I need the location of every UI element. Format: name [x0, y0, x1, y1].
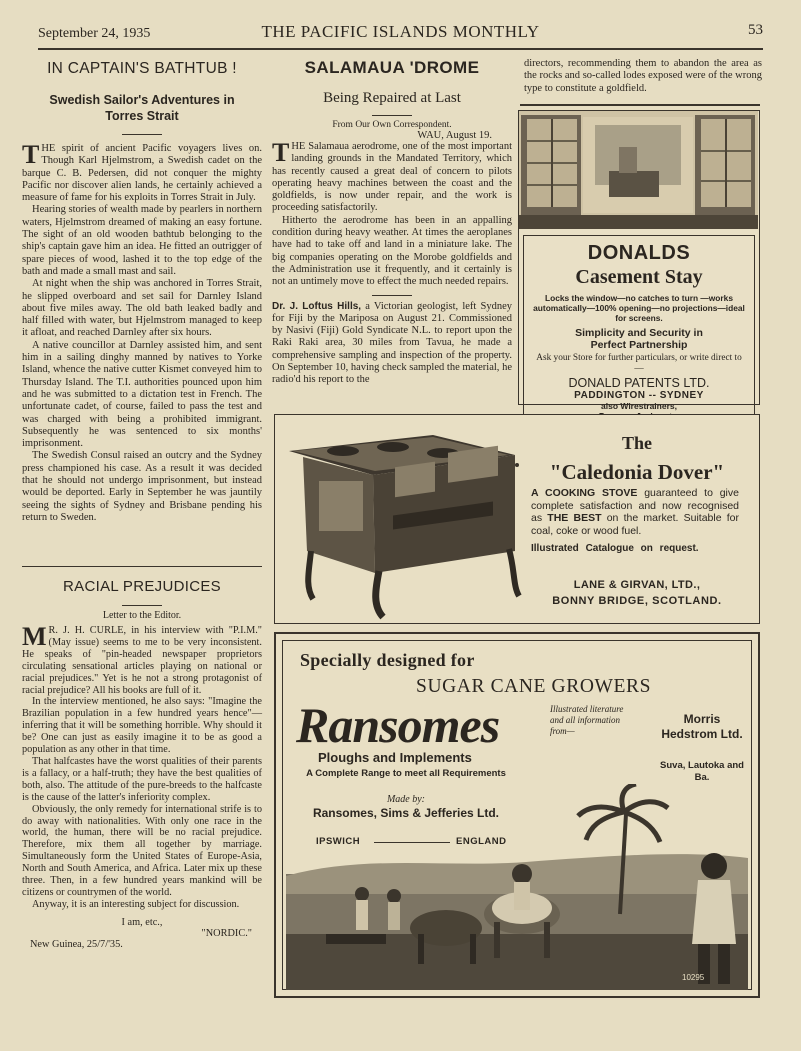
highlight: THE BEST	[547, 512, 602, 524]
signature: "NORDIC."	[201, 927, 252, 939]
divider	[122, 605, 162, 606]
product-line: Ploughs and Implements	[318, 750, 472, 765]
paragraph: At night when the ship was anchored in Torres Strait, he slipped overboard and set sail for Darnley Island about five miles away. The old bath leaked badly and half filled with water, but Hjelmstrom managed to keep it afloat, and reached Darnley after six hours.	[22, 278, 262, 339]
article-body	[272, 138, 512, 289]
paragraph: Hitherto the aerodrome has been in an appalling condition during heavy weather. At times the aeroplanes have had to take off and land in a miniature lake. The big companies operating on the Morobe goldfields and the Administration use it frequently, and it certainly is not an untimely move to effect the much needed repairs.	[272, 214, 512, 288]
slogan-line: Perfect Partnership	[590, 339, 688, 351]
issue-date: September 24, 1935	[38, 26, 151, 41]
publication-title: THE PACIFIC ISLANDS MONTHLY	[261, 22, 540, 41]
product-prefix: The	[621, 433, 652, 453]
paragraph: That halfcastes have the worst qualities of their parents is a fallacy, or a half-truth; they have the best qualities of both, also. The attitude of the pure-breeds to the halfcaste is the cause of the latter's inferiority complex.	[22, 755, 262, 803]
product-text: guaranteed to give complete satisfaction and now recognised as	[531, 487, 739, 524]
paragraph: A native councillor at Darnley assisted him, and sent him in a sailing dinghy manned by natives to Yorke Island, whence the native cutter Kismet conveyed him to Thursday Island. The T.I. authorities pounced upon him and he was submitted to a dictation test in French. The unfortunate cadet, of course, failed to pass the test and was charged with being a prohibited immigrant. Subsequently he was sentenced to six months' imprisonment.	[22, 339, 262, 450]
person-name: Dr. J. Loftus Hills,	[272, 300, 362, 312]
maker-country: ENGLAND	[456, 836, 507, 847]
range-line: A Complete Range to meet all Requirements	[306, 768, 506, 779]
letter-label: Letter to the Editor.	[102, 610, 182, 621]
made-by-label: Made by:	[386, 794, 426, 805]
product-name: "Caledonia Dover"	[549, 460, 725, 484]
paragraph: The Swedish Consul raised an outcry and the Sydney press championed his case. As a result it was decided that he should not undergo imprisonment, but instead would be deported. Early in September he was jauntily seeing the sights of Sydney and Brisbane pending his return to Sweden.	[22, 450, 262, 523]
literature-note: Illustrated literature and all information from—	[550, 704, 624, 736]
divider	[520, 104, 760, 106]
stove-illustration	[283, 421, 523, 621]
drop-cap: M	[22, 622, 47, 651]
column-divider	[22, 566, 262, 567]
paragraph: R. J. H. CURLE, in his interview with "P.I.M." (May issue) seems to me to be very inconsistent. He speaks of "pin-headed newspaper proprietors circulating sensational articles playing on national or racial prejudices." Yet is he not a strong protagonist of racial prejudice? All his books are full of it.	[22, 625, 262, 696]
byline: From Our Own Correspondent.	[332, 120, 452, 130]
paragraph: In the interview mentioned, he also says: "Imagine the Brazilian population in a few hundred years hence"—inferring that it will be something horrible. Why should it be? One can just as easily imagine it to be as good a population as any other in that time.	[22, 696, 262, 756]
product-description	[531, 487, 739, 537]
donalds-advert	[518, 110, 760, 411]
divider	[372, 295, 412, 296]
product-description: Locks the window—no catches to turn —works automatically—100% opening—no projections—ideal for screens.	[533, 293, 745, 323]
also-products: also Wirestrainers,	[601, 401, 677, 411]
agent-places: Suva, Lautoka and Ba.	[660, 760, 744, 783]
subheadline: Swedish Sailor's Adventures in Torres Strait	[49, 93, 235, 123]
dateline: WAU, August 19.	[417, 130, 492, 141]
maker-address: BONNY BRIDGE, SCOTLAND.	[552, 595, 722, 607]
paragraph: HE spirit of ancient Pacific voyagers lives on. Though Karl Hjelmstrom, a Swedish cadet on the barque C. B. Pedersen, did not conquer the mighty Pacific nor discover alien lands, he certainly achieved a measure of fame for his exploits in Torres Strait in July.	[22, 143, 262, 204]
tagline: Specially designed for	[300, 650, 475, 670]
paragraph: Obviously, the only remedy for international strife is to do away with nationalities. With only one race in the world, the human, there will be no racial prejudice. Therefore, mix them all together by marriage. Simultaneously form the United States of Europe-Asia, North and South America, and Africa. Later mix up these three. Then, in a few hundred years mankind will be citizens or countrymen of the world.	[22, 803, 262, 898]
audience-line: SUGAR CANE GROWERS	[416, 676, 652, 697]
agent-name: Morris Hedstrom Ltd.	[661, 712, 743, 741]
maker-name: LANE & GIRVAN, LTD.,	[573, 579, 701, 591]
page-number: 53	[748, 22, 763, 38]
letter-body	[22, 622, 262, 911]
product-name: Casement Stay	[575, 266, 703, 288]
drop-cap: T	[22, 140, 40, 169]
window-illustration	[519, 111, 758, 229]
paragraph: Hearing stories of wealth made by pearlers in northern waters, Hjelmstrom dreamed of making an easy fortune. The sight of an old wooden bathtub belonging to the ship's captain gave him an idea. He fitted an outrigger of spare pieces of wood, lashed it to the top edge of the bath and made a small mast and sail.	[22, 204, 262, 277]
caledonia-advert	[274, 414, 760, 624]
catalogue-note: Illustrated Catalogue on request.	[531, 543, 699, 554]
headline: SALAMAUA 'DROME	[304, 58, 480, 77]
divider	[122, 134, 162, 135]
store-note: Ask your Store for further particulars, or write direct to—	[536, 353, 742, 374]
sign-off: I am, etc.,	[121, 916, 163, 928]
company-name: DONALD PATENTS LTD.	[568, 376, 710, 390]
headline: IN CAPTAIN'S BATHTUB !	[47, 60, 237, 77]
dateline: New Guinea, 25/7/'35.	[30, 938, 123, 950]
product-type: A COOKING STOVE	[531, 487, 638, 499]
maker-name: Ransomes, Sims & Jefferies Ltd.	[312, 806, 500, 820]
ad-heading	[525, 433, 749, 485]
divider	[372, 115, 412, 116]
article-bathtub	[22, 60, 262, 524]
subheadline: Being Repaired at Last	[323, 90, 461, 106]
ad-text-block	[523, 235, 755, 421]
article-body	[22, 140, 262, 524]
news-item	[272, 301, 512, 387]
maker-city: IPSWICH	[316, 836, 361, 847]
product-text: on the market. Suitable for coal, coke or wood fuel.	[531, 512, 739, 537]
article-racial	[22, 578, 262, 950]
brand-logo: Ransomes	[296, 697, 500, 753]
paragraph: a Victorian geologist, left Sydney for Fiji by the Mariposa on August 21. Commissioned by Nasivi (Fiji) Gold Syndicate N.L. to report upon the Raki Raki area, 30 miles from Tavua, he made a comprehensive sampling and inspection of the property. On September 10, having check sampled the material, he radio'd his report to the	[272, 300, 512, 386]
brand-name: DONALDS	[587, 242, 691, 264]
page-header	[38, 22, 763, 50]
photo-number: 10295	[682, 973, 705, 982]
rule-line	[515, 463, 519, 467]
article-salamaua	[272, 58, 512, 387]
rule-line	[374, 842, 450, 843]
headline: RACIAL PREJUDICES	[63, 578, 221, 595]
continued-text: directors, recommending them to abandon the area as the rocks and so-called lodes exposed were of the wrong type to constitute a goldfield.	[524, 58, 762, 94]
slogan-line: Simplicity and Security in	[575, 327, 703, 339]
company-location: PADDINGTON -- SYDNEY	[574, 390, 704, 401]
ransomes-advert	[274, 632, 760, 998]
paragraph: HE Salamaua aerodrome, one of the most important landing grounds in the Mandated Territory, which has recently caused a great deal of concern to pilots operating heavy machines between the coast and the goldfields, is now under repair, and the work is proceeding satisfactorily.	[272, 141, 512, 214]
drop-cap: T	[272, 138, 290, 167]
paragraph: Anyway, it is an interesting subject for discussion.	[32, 898, 240, 910]
